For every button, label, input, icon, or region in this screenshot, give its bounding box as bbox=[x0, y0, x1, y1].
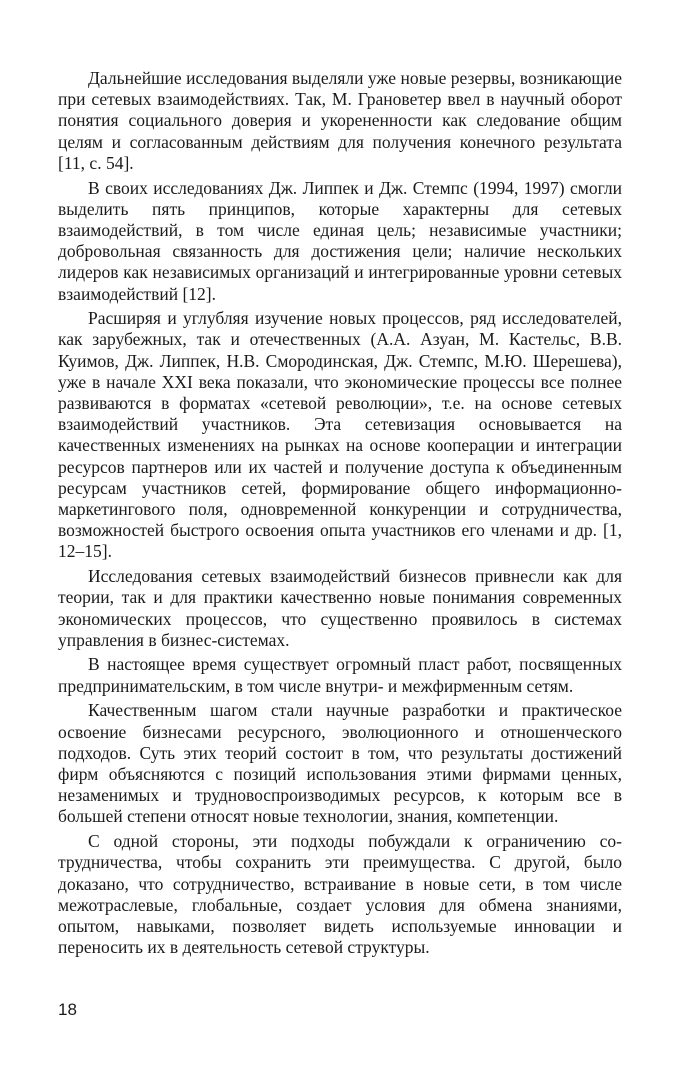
paragraph-7: С одной стороны, эти подходы побуждали к ограничению сотрудничества, чтобы сохранить эти преимущества. С другой, было доказано, что сотрудничество, встраивание в новые сети, в том числе межотраслевые, глобальные, создает условия для обмена знаниями, опытом, навыками, позволяет видеть используемые инновации и переносить их в деятельность сетевой структуры. bbox=[58, 831, 622, 958]
paragraph-3: Расширяя и углубляя изучение новых процессов, ряд исследователей, как зарубежных, так и отечественных (А.А. Азуан, М. Кастельс, В.В. Куимов, Дж. Липпек, Н.В. Смородинская, Дж. Стемпс, М.Ю. Шерешева), уже в начале XXI века показали, что экономические процессы все полнее развиваются в форматах «сетевой революции», т.е. на основе сетевых взаимодействий участников. Эта сетевизация основывается на качественных изменениях на рынках на основе кооперации и интеграции ресурсов партнеров или их частей и получение доступа к объединенным ресурсам участников сетей, формирование общего информационно-маркетингового поля, одновременной конкуренции и сотрудничества, возможностей быстрого освоения опыта участников его членами и др. [1, 12–15]. bbox=[58, 308, 622, 562]
body-text bbox=[58, 68, 622, 962]
page-number: 18 bbox=[58, 1000, 77, 1019]
paragraph-6: Качественным шагом стали научные разработки и практическое освоение бизнесами ресурсного, эволюционного и отношенческого подходов. Суть этих теорий состоит в том, что результаты достижений фирм объясняются с позиций использования этими фирмами ценных, незаменимых и трудновоспроизводимых ресурсов, к которым все в большей степени относят новые технологии, знания, компетенции. bbox=[58, 700, 622, 827]
paragraph-4: Исследования сетевых взаимодействий бизнесов привнесли как для теории, так и для практики качественно новые понимания современных экономических процессов, что существенно проявилось в системах управления в бизнес-системах. bbox=[58, 566, 622, 650]
paragraph-1: Дальнейшие исследования выделяли уже новые резервы, возникающие при сетевых взаимодействиях. Так, М. Грановетер ввел в научный оборот понятия социального доверия и укорененности как следование общим целям и согласованным действиям для получения конечного результата [11, с. 54]. bbox=[58, 68, 622, 173]
paragraph-2: В своих исследованиях Дж. Липпек и Дж. Стемпс (1994, 1997) смогли выделить пять принципов, которые характерны для сетевых взаимодействий, в том числе единая цель; независимые участники; добровольная связанность для достижения цели; наличие нескольких лидеров как независимых организаций и интегрированные уровни сетевых взаимодействий [12]. bbox=[58, 177, 622, 304]
paragraph-5: В настоящее время существует огромный пласт работ, посвященных предпринимательским, в том числе внутри- и межфирменным сетям. bbox=[58, 654, 622, 696]
